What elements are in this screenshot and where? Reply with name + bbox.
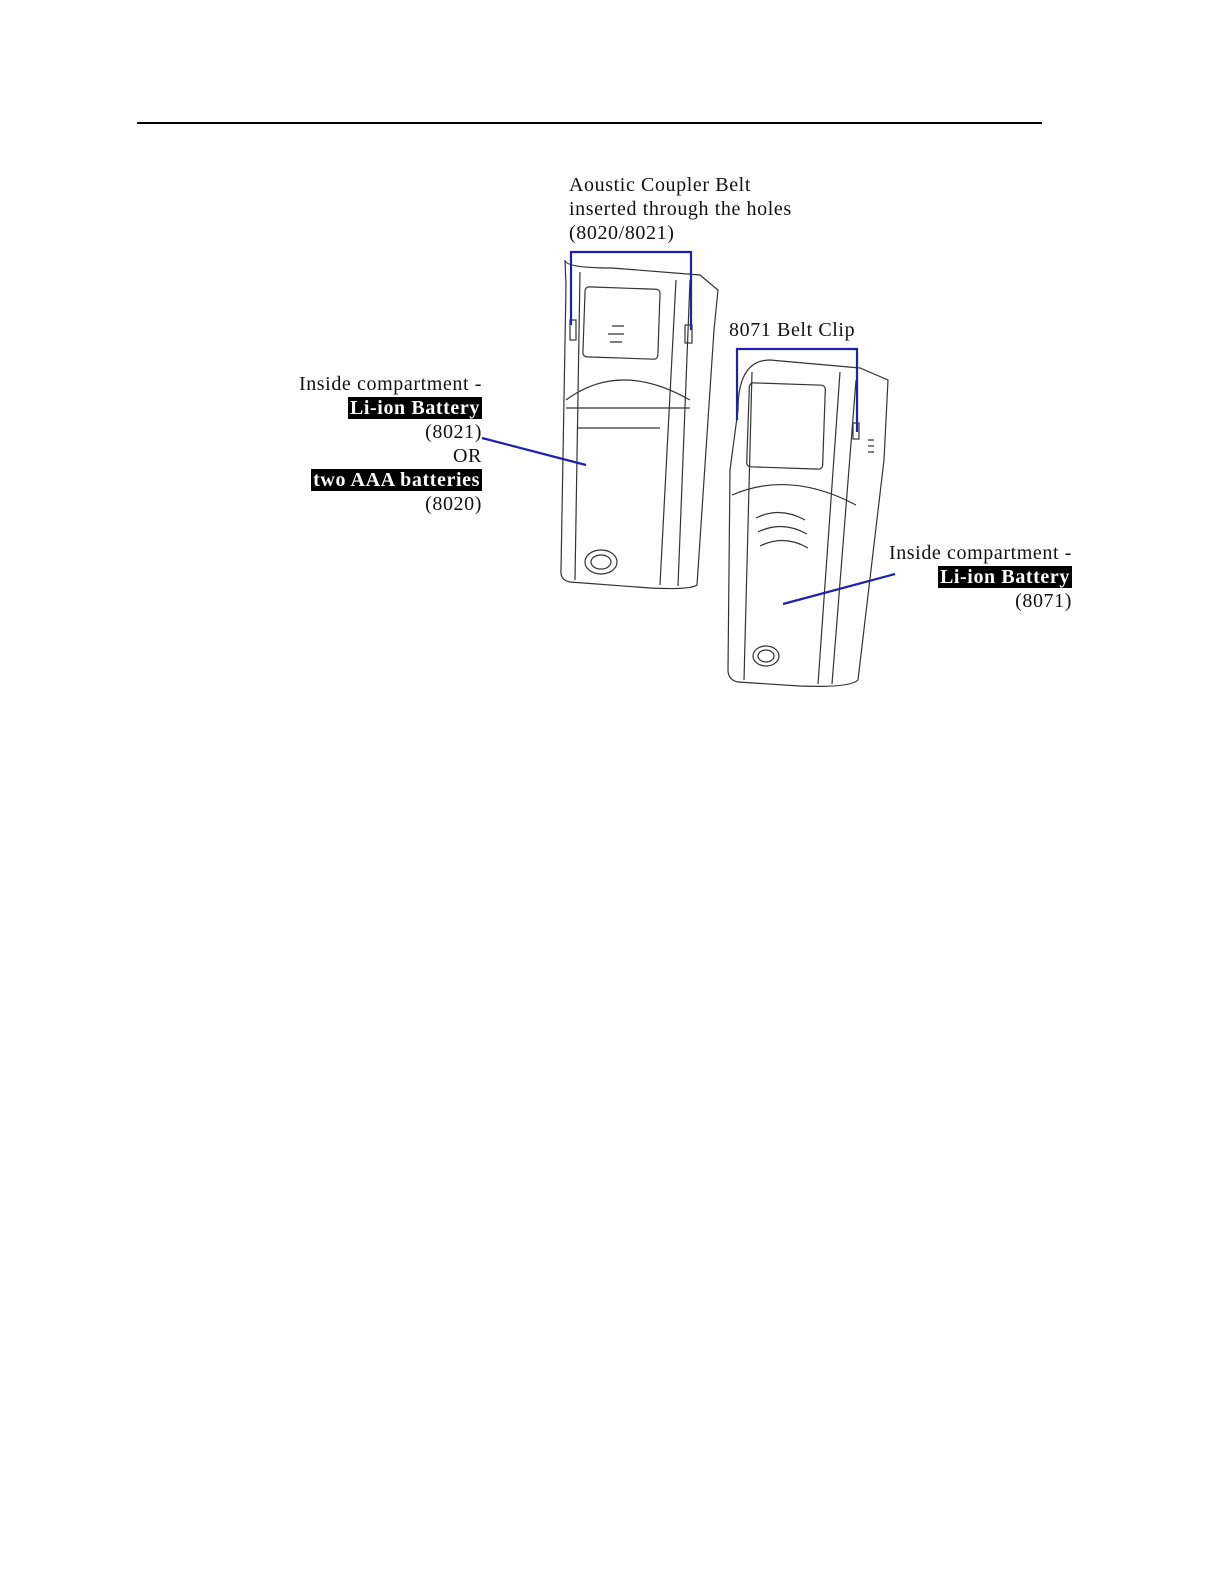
left-battery-highlight: Li-ion Battery bbox=[349, 397, 480, 419]
right-compartment-line1: Inside compartment - bbox=[888, 542, 1072, 564]
coupler-line3: (8020/8021) bbox=[569, 222, 675, 244]
right-compartment-label bbox=[889, 541, 1072, 613]
coupler-line2: inserted through the holes bbox=[569, 198, 792, 220]
left-compartment-label bbox=[299, 372, 482, 516]
coupler-belt-label bbox=[569, 173, 792, 245]
left-alt-highlight: two AAA batteries bbox=[313, 469, 480, 491]
left-model2: (8020) bbox=[425, 493, 482, 515]
left-or: OR bbox=[453, 445, 482, 467]
belt-clip-label: 8071 Belt Clip bbox=[729, 319, 856, 341]
left-compartment-line1: Inside compartment - bbox=[298, 373, 482, 395]
right-battery-highlight: Li-ion Battery bbox=[939, 566, 1070, 588]
coupler-line1: Aoustic Coupler Belt bbox=[569, 174, 751, 196]
coupler-bracket bbox=[571, 252, 691, 330]
right-model: (8071) bbox=[1015, 590, 1072, 612]
left-compartment-leader bbox=[482, 438, 586, 465]
left-model1: (8021) bbox=[425, 421, 482, 443]
right-device-drawing bbox=[728, 360, 888, 686]
left-device-drawing bbox=[561, 260, 718, 589]
